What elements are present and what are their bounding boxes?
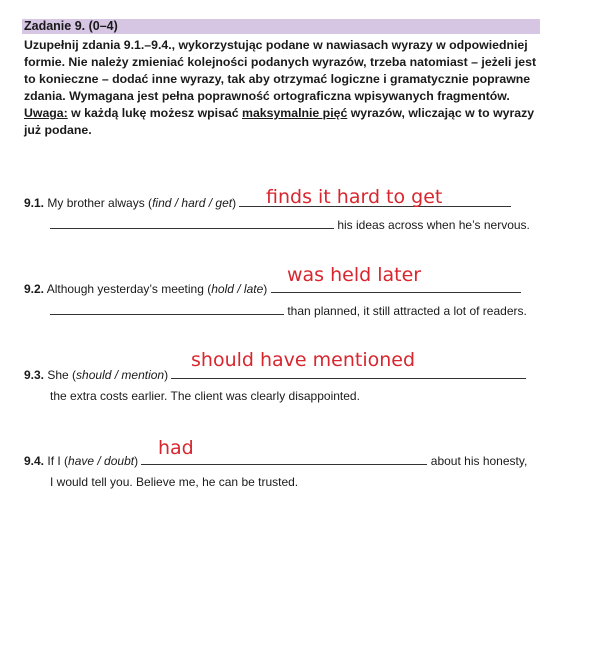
item-continuation: than planned, it still attracted a lot of readers. xyxy=(287,304,527,318)
handwritten-answer-9-4: had xyxy=(158,437,194,459)
item-9-1-line2 xyxy=(50,216,530,233)
item-text-before: Although yesterday’s meeting ( xyxy=(46,282,212,296)
item-number: 9.1. xyxy=(24,196,45,210)
note-limit: maksymalnie pięć xyxy=(242,106,348,120)
item-hint: find / hard / get xyxy=(152,196,233,210)
task-instructions xyxy=(24,37,544,139)
item-text-after: ) xyxy=(232,196,237,210)
item-hint: should / mention xyxy=(76,368,165,382)
item-text-before: If I ( xyxy=(47,454,69,468)
handwritten-answer-9-1: finds it hard to get xyxy=(266,186,443,208)
item-text-after: ) xyxy=(263,282,268,296)
item-9-4-line2 xyxy=(50,474,298,490)
item-9-3-line2 xyxy=(50,388,360,404)
item-9-2-line2 xyxy=(50,302,527,319)
handwritten-answer-9-3: should have mentioned xyxy=(191,349,416,371)
instruction-text: Uzupełnij zdania 9.1.–9.4., wykorzystując podane w nawiasach wyrazy w odpowiedniej formie. Nie należy zmieniać kolejności podanych wyrazów, trzeba natomiast – jeżeli jest to konieczne – dodać inne wyrazy, tak aby otrzymać logiczne i gramatycznie poprawne zdania. Wymagana jest pełna poprawność ortograficzna wpisywanych fragmentów. xyxy=(24,38,537,103)
item-number: 9.4. xyxy=(24,454,45,468)
item-9-4-line1 xyxy=(24,452,527,469)
item-9-2-line1 xyxy=(24,280,521,297)
note-before: w każdą lukę możesz wpisać xyxy=(67,106,243,120)
item-hint: have / doubt xyxy=(68,454,135,468)
instruction-note xyxy=(24,105,544,139)
item-continuation: the extra costs earlier. The client was clearly disappointed. xyxy=(50,389,360,403)
item-number: 9.3. xyxy=(24,368,45,382)
item-text-before: She ( xyxy=(47,368,77,382)
item-text-after: ) xyxy=(134,454,139,468)
item-text-before: My brother always ( xyxy=(47,196,153,210)
answer-blank[interactable] xyxy=(50,216,334,229)
handwritten-answer-9-2: was held later xyxy=(287,264,422,286)
item-number: 9.2. xyxy=(24,282,45,296)
note-after: wyrazów, wliczając w to wyrazy już podane. xyxy=(24,106,535,137)
answer-blank[interactable] xyxy=(50,302,284,315)
note-label: Uwaga: xyxy=(24,106,68,120)
item-text-after-blank: about his honesty, xyxy=(430,454,528,468)
item-continuation: I would tell you. Believe me, he can be trusted. xyxy=(50,475,299,489)
item-hint: hold / late xyxy=(211,282,264,296)
item-continuation: his ideas across when he’s nervous. xyxy=(337,218,530,232)
task-header: Zadanie 9. (0–4) xyxy=(22,19,540,34)
item-text-after: ) xyxy=(164,368,169,382)
